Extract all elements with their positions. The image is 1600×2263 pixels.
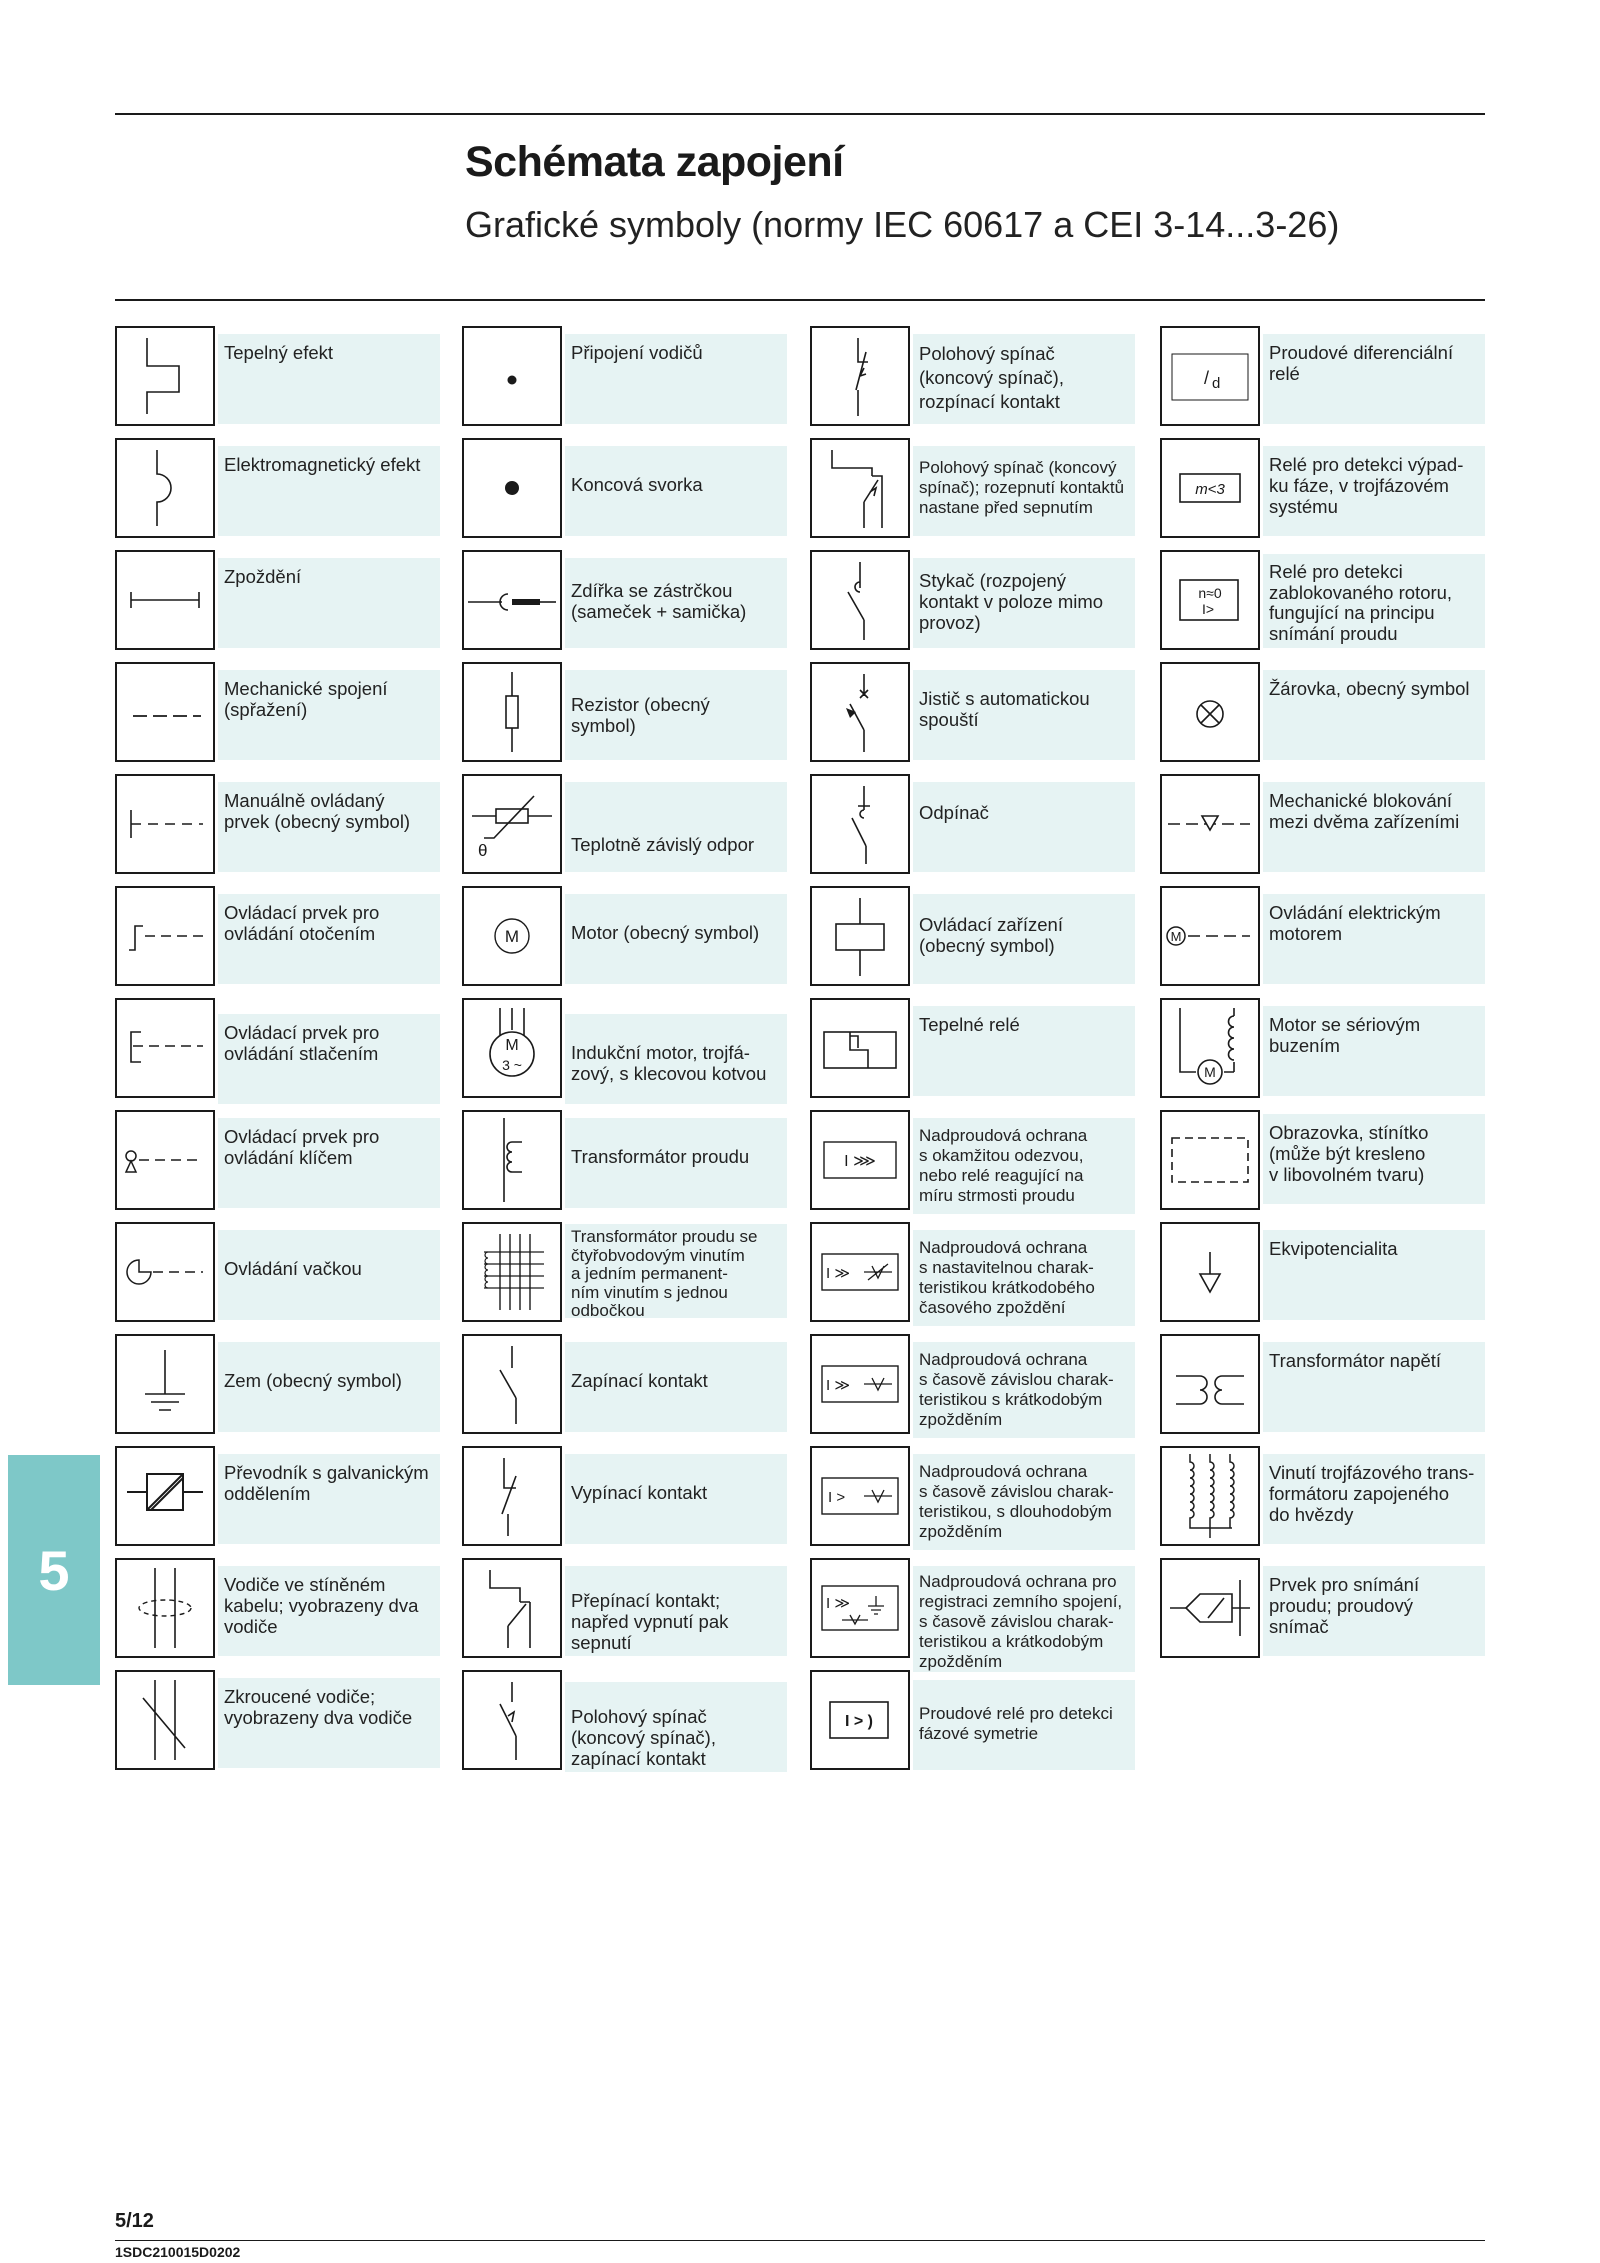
mechanical-interlock-icon: [1160, 774, 1260, 874]
symbol-cell: [1160, 662, 1495, 762]
symbol-cell: [462, 1334, 797, 1434]
symbol-label: Zdířka se zástrčkou (sameček + samička): [565, 558, 787, 648]
symbol-cell: [462, 662, 797, 762]
symbol-label: Žárovka, obecný symbol: [1263, 670, 1485, 760]
svg-text:I ≫: I ≫: [826, 1265, 851, 1282]
delay-icon: [115, 550, 215, 650]
symbol-label: Motor se sériovým buzením: [1263, 1006, 1485, 1096]
symbol-label: Stykač (rozpojený kontakt v poloze mimo provoz): [913, 558, 1135, 648]
symbol-cell: [1160, 1558, 1495, 1658]
symbol-cell: [1160, 1446, 1495, 1546]
symbol-cell: [462, 998, 797, 1098]
symbol-cell: [1160, 1334, 1495, 1434]
equipotential-icon: [1160, 1222, 1260, 1322]
symbol-label: Tepelný efekt: [218, 334, 440, 424]
lamp-icon: [1160, 662, 1260, 762]
symbol-cell: [810, 886, 1145, 986]
symbol-cell: [462, 326, 797, 426]
svg-text:I ≫: I ≫: [826, 1377, 851, 1394]
symbol-cell: [810, 438, 1145, 538]
symbol-label: Přepínací kontakt; napřed vypnutí pak sepnutí: [565, 1566, 787, 1656]
symbol-cell: [462, 1110, 797, 1210]
resistor-icon: [462, 662, 562, 762]
cam-operator-icon: [115, 1222, 215, 1322]
key-operator-icon: [115, 1110, 215, 1210]
symbol-label: Vodiče ve stíněném kabelu; vyobrazeny dva vodiče: [218, 1566, 440, 1656]
symbol-label: Ovládací prvek pro ovládání klíčem: [218, 1118, 440, 1208]
changeover-contact-icon: [462, 1558, 562, 1658]
symbol-cell: [1160, 550, 1495, 650]
contactor-icon: [810, 550, 910, 650]
page-subtitle: Grafické symboly (normy IEC 60617 a CEI 3-14...3-26): [465, 204, 1340, 245]
differential-relay-icon: [1160, 326, 1260, 426]
symbol-label: Mechanické spojení (spřažení): [218, 670, 440, 760]
symbol-label: Proudové relé pro detekci fázové symetrie: [913, 1680, 1135, 1770]
section-tab: 5: [8, 1455, 100, 1685]
symbol-cell: [1160, 1110, 1495, 1210]
symbol-label: Nadproudová ochrana s okamžitou odezvou, nebo relé reagující na míru strmosti proudu: [913, 1118, 1135, 1214]
symbol-cell: [1160, 998, 1495, 1098]
push-operator-icon: [115, 998, 215, 1098]
symbol-label: Jistič s automatickou spouští: [913, 670, 1135, 760]
symbol-cell: [1160, 438, 1495, 538]
adjustable-short-delay-icon: [810, 1222, 910, 1322]
instant-overcurrent-icon: [810, 1110, 910, 1210]
voltage-transformer-icon: [1160, 1334, 1260, 1434]
symbol-cell: [462, 1558, 797, 1658]
symbol-cell: [115, 550, 450, 650]
symbol-cell: [810, 998, 1145, 1098]
terminal-icon: [462, 438, 562, 538]
limit-switch-changeover-icon: [810, 438, 910, 538]
svg-text:M: M: [504, 927, 520, 946]
symbol-label: Zem (obecný symbol): [218, 1342, 440, 1432]
manual-operator-icon: [115, 774, 215, 874]
symbol-label: Nadproudová ochrana s nastavitelnou charak- teristikou krátkodobého časového zpoždění: [913, 1230, 1135, 1326]
plug-socket-icon: [462, 550, 562, 650]
symbol-cell: [1160, 326, 1495, 426]
symbol-label: Elektromagnetický efekt: [218, 446, 440, 536]
symbol-cell: [462, 1670, 797, 1770]
earth-icon: [115, 1334, 215, 1434]
symbol-cell: [115, 662, 450, 762]
symbol-label: Polohový spínač (koncový spínač); rozepnutí kontaktů nastane před sepnutím: [913, 446, 1135, 536]
symbol-label: Nadproudová ochrana pro registraci zemního spojení, s časově závislou charak- teristikou a krátkodobým zpožděním: [913, 1566, 1135, 1672]
symbol-cell: [115, 1670, 450, 1770]
twisted-conductors-icon: [115, 1670, 215, 1770]
svg-text:I>: I>: [1201, 601, 1215, 617]
page-title: Schémata zapojení: [465, 138, 844, 186]
symbol-label: Odpínač: [913, 782, 1135, 872]
motor-operator-icon: [1160, 886, 1260, 986]
symbol-label: Koncová svorka: [565, 446, 787, 536]
symbol-label: Indukční motor, trojfá- zový, s klecovou kotvou: [565, 1014, 787, 1104]
symbol-label: Obrazovka, stínítko (může být kresleno v libovolném tvaru): [1263, 1114, 1485, 1204]
symbol-label: Ovládání elektrickým motorem: [1263, 894, 1485, 984]
symbol-label: Ovládací zařízení (obecný symbol): [913, 894, 1135, 984]
symbol-label: Teplotně závislý odpor: [565, 782, 787, 872]
isolating-converter-icon: [115, 1446, 215, 1546]
symbol-label: Mechanické blokování mezi dvěma zařízeními: [1263, 782, 1485, 872]
svg-text:n≈0: n≈0: [1198, 585, 1222, 601]
symbol-cell: [810, 662, 1145, 762]
svg-text:I ⋙: I ⋙: [844, 1153, 876, 1170]
symbol-cell: [810, 550, 1145, 650]
header-rule: [115, 299, 1485, 301]
symbol-label: Nadproudová ochrana s časově závislou charak- teristikou s krátkodobým zpožděním: [913, 1342, 1135, 1438]
symbol-label: Transformátor napětí: [1263, 1342, 1485, 1432]
phase-unbalance-relay-icon: [810, 1670, 910, 1770]
symbol-cell: [115, 998, 450, 1098]
svg-text:I ≫: I ≫: [826, 1595, 851, 1612]
symbol-cell: [115, 1110, 450, 1210]
symbol-cell: [115, 326, 450, 426]
svg-text:I >: I >: [828, 1489, 846, 1506]
symbol-label: Zkroucené vodiče; vyobrazeny dva vodiče: [218, 1678, 440, 1768]
symbol-cell: [462, 774, 797, 874]
locked-rotor-relay-icon: [1160, 550, 1260, 650]
svg-text:/: /: [1204, 368, 1210, 388]
svg-text:θ: θ: [478, 841, 488, 860]
current-transformer-icon: [462, 1110, 562, 1210]
symbol-label: Rezistor (obecný symbol): [565, 670, 787, 760]
svg-text:I > ): I > ): [844, 1713, 874, 1730]
svg-text:m<3: m<3: [1195, 481, 1225, 498]
svg-text:d: d: [1212, 375, 1221, 392]
symbol-cell: [810, 1110, 1145, 1210]
current-sensor-icon: [1160, 1558, 1260, 1658]
symbol-label: Zapínací kontakt: [565, 1342, 787, 1432]
motor-icon: [462, 886, 562, 986]
symbol-cell: [115, 1446, 450, 1546]
long-delay-overcurrent-icon: [810, 1446, 910, 1546]
symbol-cell: [115, 1222, 450, 1322]
symbol-label: Nadproudová ochrana s časově závislou charak- teristikou, s dlouhodobým zpožděním: [913, 1454, 1135, 1550]
symbol-label: Ovládání vačkou: [218, 1230, 440, 1320]
symbol-label: Relé pro detekci výpad- ku fáze, v trojfázovém systému: [1263, 446, 1485, 536]
symbol-label: Vypínací kontakt: [565, 1454, 787, 1544]
symbol-cell: [1160, 1222, 1495, 1322]
symbol-label: Polohový spínač (koncový spínač), zapínací kontakt: [565, 1682, 787, 1772]
symbol-cell: [810, 326, 1145, 426]
symbol-label: Ekvipotencialita: [1263, 1230, 1485, 1320]
short-delay-overcurrent-icon: [810, 1334, 910, 1434]
top-rule: [115, 113, 1485, 115]
limit-switch-break-icon: [810, 326, 910, 426]
rotary-operator-icon: [115, 886, 215, 986]
symbol-cell: [115, 438, 450, 538]
symbol-cell: [810, 1222, 1145, 1322]
symbol-label: Transformátor proudu: [565, 1118, 787, 1208]
shielded-conductors-icon: [115, 1558, 215, 1658]
limit-switch-make-icon: [462, 1670, 562, 1770]
page-number: 5/12: [115, 2210, 154, 2232]
series-motor-icon: [1160, 998, 1260, 1098]
symbol-label: Zpoždění: [218, 558, 440, 648]
symbol-label: Prvek pro snímání proudu; proudový snímač: [1263, 1566, 1485, 1656]
symbol-label: Připojení vodičů: [565, 334, 787, 424]
screen-icon: [1160, 1110, 1260, 1210]
break-contact-icon: [462, 1446, 562, 1546]
symbol-cell: [462, 886, 797, 986]
phase-loss-relay-icon: [1160, 438, 1260, 538]
symbol-cell: [810, 1670, 1145, 1770]
symbol-cell: [1160, 774, 1495, 874]
svg-text:M: M: [1170, 929, 1182, 944]
svg-text:M: M: [1204, 1064, 1216, 1080]
operating-device-icon: [810, 886, 910, 986]
switch-disconnector-icon: [810, 774, 910, 874]
induction-motor-icon: [462, 998, 562, 1098]
symbol-label: Proudové diferenciální relé: [1263, 334, 1485, 424]
symbol-label: Manuálně ovládaný prvek (obecný symbol): [218, 782, 440, 872]
symbol-cell: [810, 1446, 1145, 1546]
symbol-cell: [462, 438, 797, 538]
symbol-label: Ovládací prvek pro ovládání stlačením: [218, 1014, 440, 1104]
svg-text:M: M: [505, 1037, 519, 1054]
symbol-cell: [462, 550, 797, 650]
footer-rule: [115, 2240, 1485, 2241]
symbol-label: Transformátor proudu se čtyřobvodovým vinutím a jedním permanent- ním vinutím s jednou odbočkou: [565, 1224, 787, 1318]
symbol-cell: [115, 1334, 450, 1434]
symbol-label: Vinutí trojfázového trans- formátoru zapojeného do hvězdy: [1263, 1454, 1485, 1544]
multi-winding-ct-icon: [462, 1222, 562, 1322]
symbol-label: Polohový spínač (koncový spínač), rozpínací kontakt: [913, 334, 1135, 424]
symbol-cell: [115, 774, 450, 874]
symbol-cell: [810, 1558, 1145, 1671]
symbol-cell: [462, 1446, 797, 1546]
symbol-cell: [115, 1558, 450, 1658]
symbol-cell: [810, 774, 1145, 874]
document-code: 1SDC210015D0202: [115, 2244, 241, 2260]
star-winding-icon: [1160, 1446, 1260, 1546]
symbol-cell: [810, 1334, 1145, 1434]
symbol-label: Motor (obecný symbol): [565, 894, 787, 984]
symbol-label: Tepelné relé: [913, 1006, 1135, 1096]
conductor-junction-icon: [462, 326, 562, 426]
symbol-cell: [115, 886, 450, 986]
symbol-label: Ovládací prvek pro ovládání otočením: [218, 894, 440, 984]
thermal-relay-icon: [810, 998, 910, 1098]
thermal-effect-icon: [115, 326, 215, 426]
make-contact-icon: [462, 1334, 562, 1434]
symbol-label: Relé pro detekci zablokovaného rotoru, fungující na principu snímání proudu: [1263, 554, 1485, 648]
mechanical-link-icon: [115, 662, 215, 762]
symbol-label: Převodník s galvanickým oddělením: [218, 1454, 440, 1544]
svg-text:3 ~: 3 ~: [502, 1057, 522, 1073]
symbol-cell: [462, 1222, 797, 1322]
circuit-breaker-icon: [810, 662, 910, 762]
earth-fault-protection-icon: [810, 1558, 910, 1658]
symbol-cell: [1160, 886, 1495, 986]
thermistor-icon: [462, 774, 562, 874]
electromagnetic-effect-icon: [115, 438, 215, 538]
